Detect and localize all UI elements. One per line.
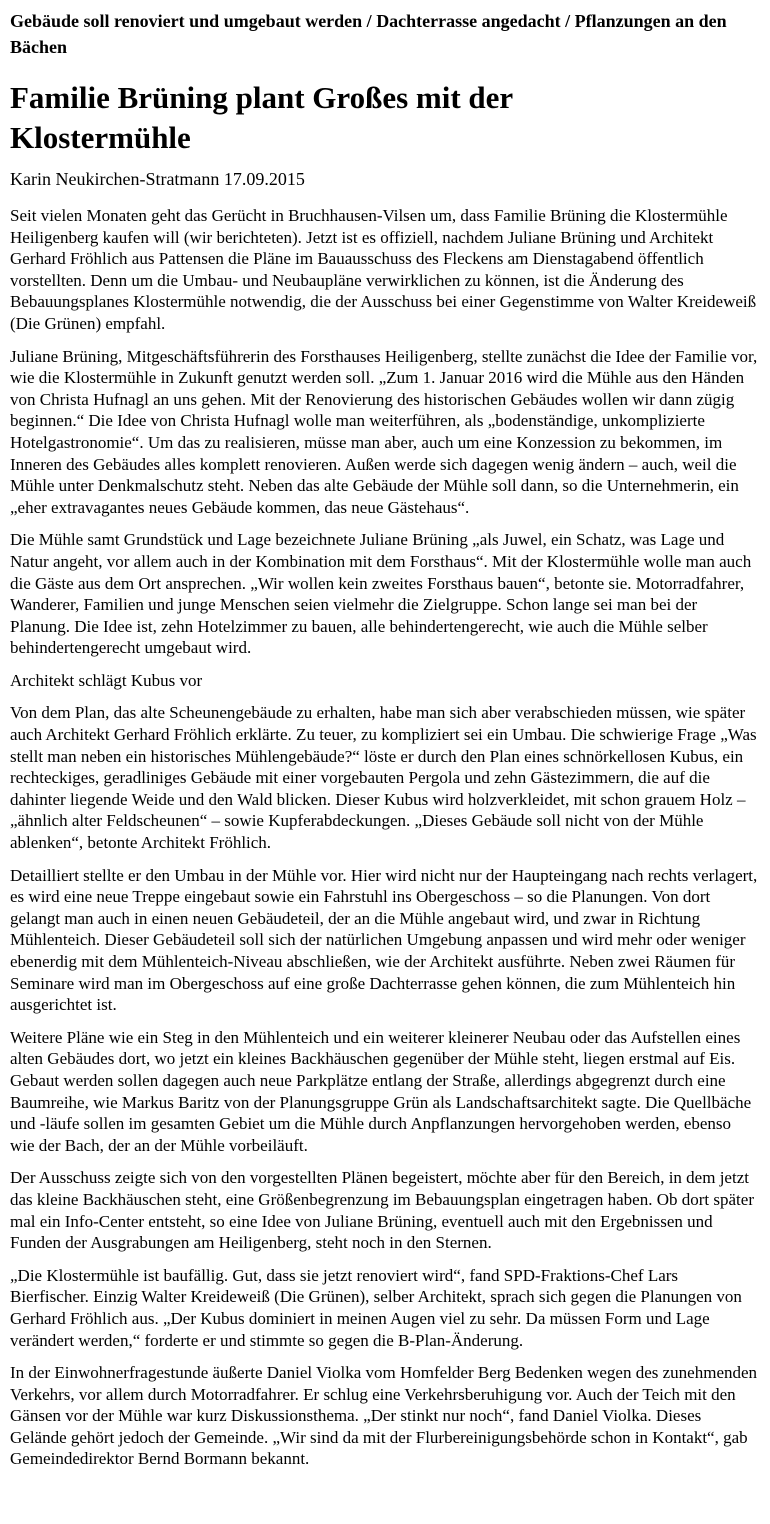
paragraph: In der Einwohnerfragestunde äußerte Daniel Violka vom Homfelder Berg Bedenken wegen des zunehmenden Verkehrs, vor allem durch Motorradfahrer. Er schlug eine Verkehrsberuhigung vor. Auch der Teich mit den Gänsen vor der Mühle war kurz Diskussionsthema. „Der stinkt nur noch“, fand Daniel Violka. Dieses Gelände gehört jedoch der Gemeinde. „Wir sind da mit der Flurbereinigungsbehörde schon in Kontakt“, gab Gemeindedirektor Bernd Bormann bekannt. xyxy=(10,1363,758,1469)
paragraph: Detailliert stellte er den Umbau in der Mühle vor. Hier wird nicht nur der Haupteingang nach rechts verlagert, es wird eine neue Treppe eingebaut sowie ein Fahrstuhl ins Obergeschoss – so die Planungen. Von dort gelangt man auch in einen neuen Gebäudeteil, der an die Mühle angebaut wird, und zwar in Richtung Mühlenteich. Dieser Gebäudeteil soll sich der natürlichen Umgebung anpassen und wird mehr oder weniger ebenerdig mit dem Mühlenteich-Niveau abschließen, wie der Architekt ausführte. Neben zwei Räumen für Seminare wird man im Obergeschoss auf eine große Dachterrasse gehen können, die zum Mühlenteich hin ausgerichtet ist. xyxy=(10,865,758,1015)
article-title: Familie Brüning plant Großes mit der Klostermühle xyxy=(10,80,513,155)
article-byline: Karin Neukirchen-Stratmann 17.09.2015 xyxy=(10,169,305,189)
paragraph: Seit vielen Monaten geht das Gerücht in Bruchhausen-Vilsen um, dass Familie Brüning die Klostermühle Heiligenberg kaufen will (wir berichteten). Jetzt ist es offiziell, nachdem Juliane Brüning und Architekt Gerhard Fröhlich aus Pattensen die Pläne im Bauausschuss des Fleckens am Dienstagabend öffentlich vorstellten. Denn um die Umbau- und Neubaupläne verwirklichen zu können, ist die Änderung des Bebauungsplanes Klostermühle notwendig, die der Ausschuss bei einer Gegenstimme von Walter Kreideweiß (Die Grünen) empfahl. xyxy=(10,206,757,333)
paragraph: Die Mühle samt Grundstück und Lage bezeichnete Juliane Brüning „als Juwel, ein Schatz, was Lage und Natur angeht, vor allem auch in der Kombination mit dem Forsthaus“. Mit der Klostermühle wolle man auch die Gäste aus dem Ort ansprechen. „Wir wollen kein zweites Forsthaus bauen“, betonte sie. Motorradfahrer, Wanderer, Familien und junge Menschen seien vielmehr die Zielgruppe. Schon lange sei man bei der Planung. Die Idee ist, zehn Hotelzimmer zu bauen, alle behindertengerecht, wie auch die Mühle selber behindertengerecht umgebaut wird. xyxy=(10,530,752,658)
article-kicker: Gebäude soll renoviert und umgebaut werden / Dachterrasse angedacht / Pflanzungen an den Bächen xyxy=(10,11,727,57)
paragraph: Von dem Plan, das alte Scheunengebäude zu erhalten, habe man sich aber verabschieden müssen, wie später auch Architekt Gerhard Fröhlich erklärte. Zu teuer, zu kompliziert sei ein Umbau. Die schwierige Frage „Was stellt man neben ein historisches Mühlengebäude?“ löste er durch den Plan eines schnörkellosen Kubus, ein rechteckiges, geradliniges Gebäude mit einer vorgebauten Pergola und zehn Gästezimmern, die auf die dahinter liegende Weide und den Wald blicken. Dieser Kubus wird holzverkleidet, mit schon grauem Holz – „ähnlich alter Feldscheunen“ – sowie Kupferabdeckungen. „Dieses Gebäude soll nicht von der Mühle ablenken“, betonte Architekt Fröhlich. xyxy=(10,703,757,853)
section-subheading: Architekt schlägt Kubus vor xyxy=(10,670,203,690)
paragraph: Juliane Brüning, Mitgeschäftsführerin des Forsthauses Heiligenberg, stellte zunächst die Idee der Familie vor, wie die Klostermühle in Zukunft genutzt werden soll. „Zum 1. Januar 2016 wird die Mühle aus den Händen von Christa Hufnagl an uns gehen. Mit der Renovierung des historischen Gebäudes wollen wir dann zügig beginnen.“ Die Idee von Christa Hufnagl wolle man weiterführen, als „bodenständige, unkomplizierte Hotelgastronomie“. Um das zu realisieren, müsse man aber, auch um eine Konzession zu bekommen, im Inneren des Gebäudes alles komplett renovieren. Außen werde sich dagegen wenig ändern – auch, weil die Mühle unter Denkmalschutz steht. Neben das alte Gebäude der Mühle soll dann, so die Unternehmerin, ein „eher extravagantes neues Gebäude kommen, das neue Gästehaus“. xyxy=(10,346,758,517)
paragraph: Weitere Pläne wie ein Steg in den Mühlenteich und ein weiterer kleinerer Neubau oder das Aufstellen eines alten Gebäudes dort, wo jetzt ein kleines Backhäuschen gegenüber der Mühle steht, liegen erstmal auf Eis. Gebaut werden sollen dagegen auch neue Parkplätze entlang der Straße, allerdings abgegrenzt durch eine Baumreihe, wie Markus Baritz von der Planungsgruppe Grün als Landschaftsarchitekt sagte. Die Quellbäche und -läufe sollen im gesamten Gebiet um die Mühle durch Anpflanzungen hervorgehoben werden, ebenso wie der Bach, der an der Mühle vorbeiläuft. xyxy=(10,1027,752,1155)
article-body xyxy=(10,205,758,1470)
paragraph: Der Ausschuss zeigte sich von den vorgestellten Plänen begeistert, möchte aber für den Bereich, in dem jetzt das kleine Backhäuschen steht, eine Größenbegrenzung im Bebauungsplan eingetragen haben. Ob dort später mal ein Info-Center entsteht, so eine Idee von Juliane Brüning, eventuell auch mit den Ergebnissen und Funden der Ausgrabungen am Heiligenberg, steht noch in den Sternen. xyxy=(10,1168,754,1253)
paragraph: „Die Klostermühle ist baufällig. Gut, dass sie jetzt renoviert wird“, fand SPD-Fraktions-Chef Lars Bierfischer. Einzig Walter Kreideweiß (Die Grünen), selber Architekt, sprach sich gegen die Planungen von Gerhard Fröhlich aus. „Der Kubus dominiert in meinen Augen viel zu sehr. Da müssen Form und Lage verändert werden,“ forderte er und stimmte so gegen die B-Plan-Änderung. xyxy=(10,1265,742,1350)
